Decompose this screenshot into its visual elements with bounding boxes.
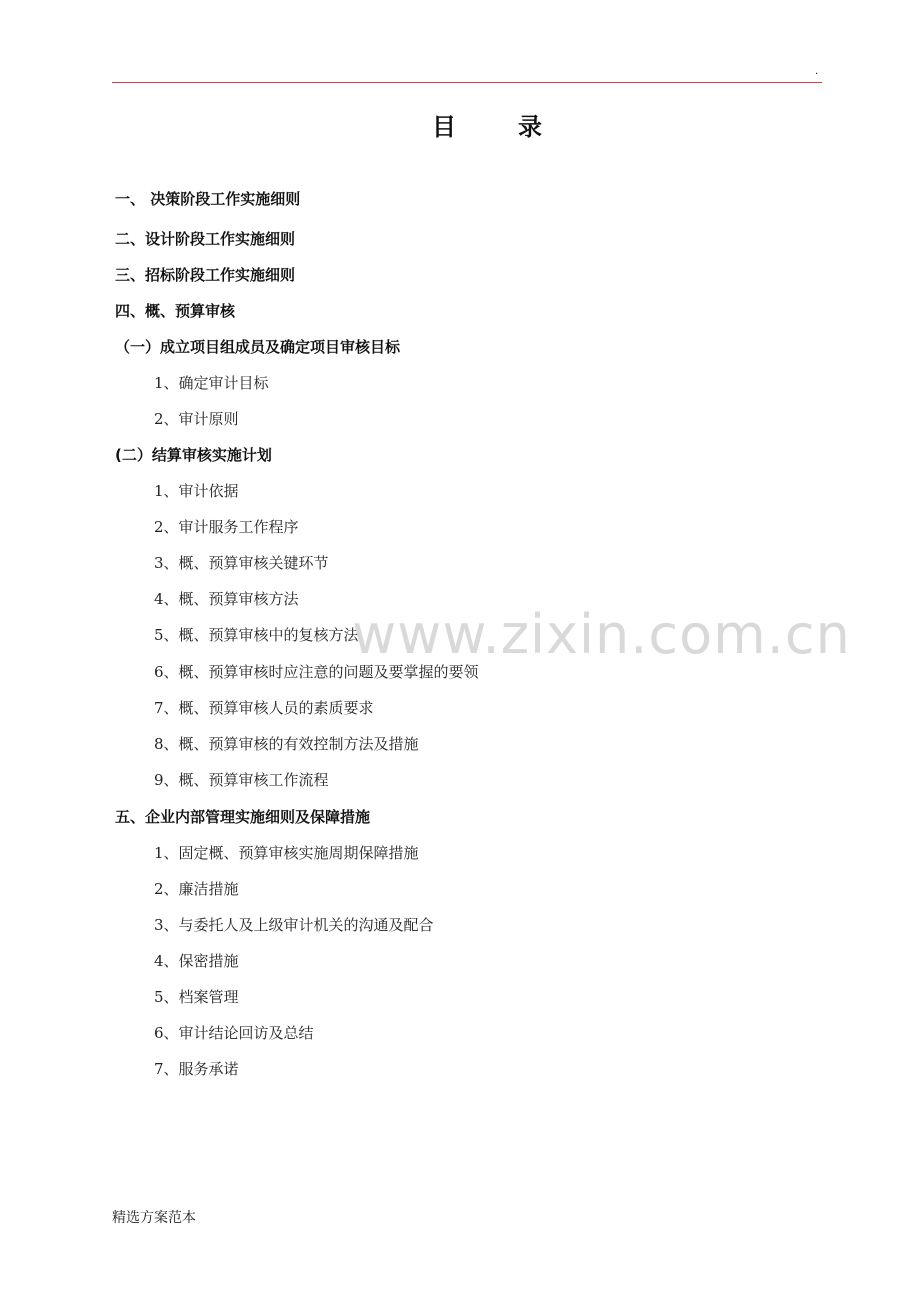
toc-item[interactable]: 2、廉洁措施 (154, 880, 239, 898)
toc-item[interactable]: 4、概、预算审核方法 (154, 590, 299, 608)
toc-item[interactable]: (二）结算审核实施计划 (115, 446, 272, 464)
header-rule (112, 82, 822, 83)
footer-text: 精选方案范本 (112, 1210, 196, 1226)
toc-item[interactable]: 2、审计原则 (154, 410, 239, 428)
toc-item[interactable]: 7、服务承诺 (154, 1060, 239, 1078)
toc-item[interactable]: 9、概、预算审核工作流程 (154, 771, 329, 789)
toc-item[interactable]: 5、概、预算审核中的复核方法 (154, 626, 359, 644)
toc-item[interactable]: 一、 决策阶段工作实施细则 (115, 190, 301, 208)
toc-item[interactable]: 5、档案管理 (154, 988, 239, 1006)
page-title (112, 110, 862, 144)
toc-item[interactable]: 二、设计阶段工作实施细则 (115, 230, 296, 248)
toc-item[interactable]: 6、概、预算审核时应注意的问题及要掌握的要领 (154, 663, 479, 681)
toc-item[interactable]: 三、招标阶段工作实施细则 (115, 266, 296, 284)
toc-item[interactable]: 3、概、预算审核关键环节 (154, 554, 329, 572)
toc-item[interactable]: 四、概、预算审核 (115, 302, 236, 320)
toc-item[interactable]: 1、固定概、预算审核实施周期保障措施 (154, 844, 419, 862)
toc-item[interactable]: 1、确定审计目标 (154, 374, 269, 392)
toc-item[interactable]: 7、概、预算审核人员的素质要求 (154, 699, 374, 717)
toc-item[interactable]: 8、概、预算审核的有效控制方法及措施 (154, 735, 419, 753)
toc-item[interactable]: 4、保密措施 (154, 952, 239, 970)
toc-item[interactable]: 2、审计服务工作程序 (154, 518, 299, 536)
toc-item[interactable]: 1、审计依据 (154, 482, 239, 500)
watermark: www.zixin.com.cn (352, 603, 851, 666)
toc-item[interactable]: 五、企业内部管理实施细则及保障措施 (115, 808, 371, 826)
toc-item[interactable]: 3、与委托人及上级审计机关的沟通及配合 (154, 916, 434, 934)
header-mark: . (815, 66, 819, 77)
toc-item[interactable]: （一）成立项目组成员及确定项目审核目标 (115, 338, 401, 356)
title-char-1: 目 (432, 113, 456, 141)
title-char-2: 录 (518, 113, 542, 141)
toc-item[interactable]: 6、审计结论回访及总结 (154, 1024, 314, 1042)
